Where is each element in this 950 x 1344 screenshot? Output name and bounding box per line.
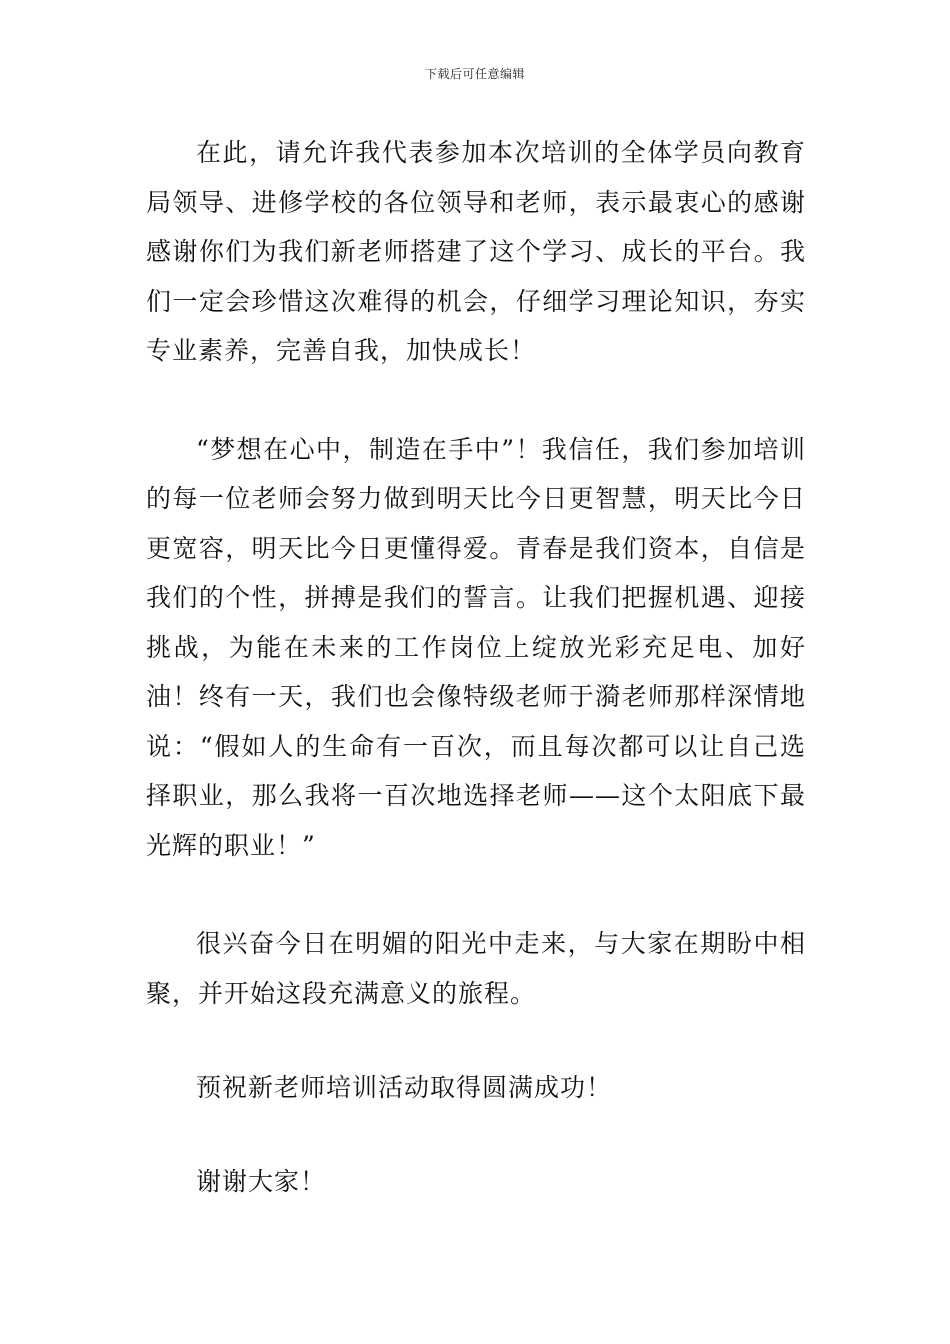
document-body <box>146 128 806 1206</box>
paragraph-thanks: 在此，请允许我代表参加本次培训的全体学员向教育局领导、进修学校的各位领导和老师，表示最衷心的感谢感谢你们为我们新老师搭建了这个学习、成长的平台。我们一定会珍惜这次难得的机会，仔细学习理论知识，夯实专业素养，完善自我，加快成长！ <box>146 138 806 365</box>
paragraph-wish: 预祝新老师培训活动取得圆满成功！ <box>196 1073 613 1102</box>
page-header: 下载后可任意编辑 <box>424 67 525 81</box>
paragraph-dream: “梦想在心中，制造在手中”！我信任，我们参加培训的每一位老师会努力做到明天比今日更智慧，明天比今日更宽容，明天比今日更懂得爱。青春是我们资本，自信是我们的个性，拼搏是我们的誓言。让我们把握机遇、迎接挑战，为能在未来的工作岗位上绽放光彩充足电、加好油！终有一天，我们也会像特级老师于漪老师那样深情地说：“假如人的生命有一百次，而且每次都可以让自己选择职业，那么我将一百次地选择老师——这个太阳底下最光辉的职业！” <box>146 434 806 860</box>
paragraph-closing: 谢谢大家！ <box>196 1166 327 1196</box>
paragraph-journey: 很兴奋今日在明媚的阳光中走来，与大家在期盼中相聚，并开始这段充满意义的旅程。 <box>146 929 806 1008</box>
